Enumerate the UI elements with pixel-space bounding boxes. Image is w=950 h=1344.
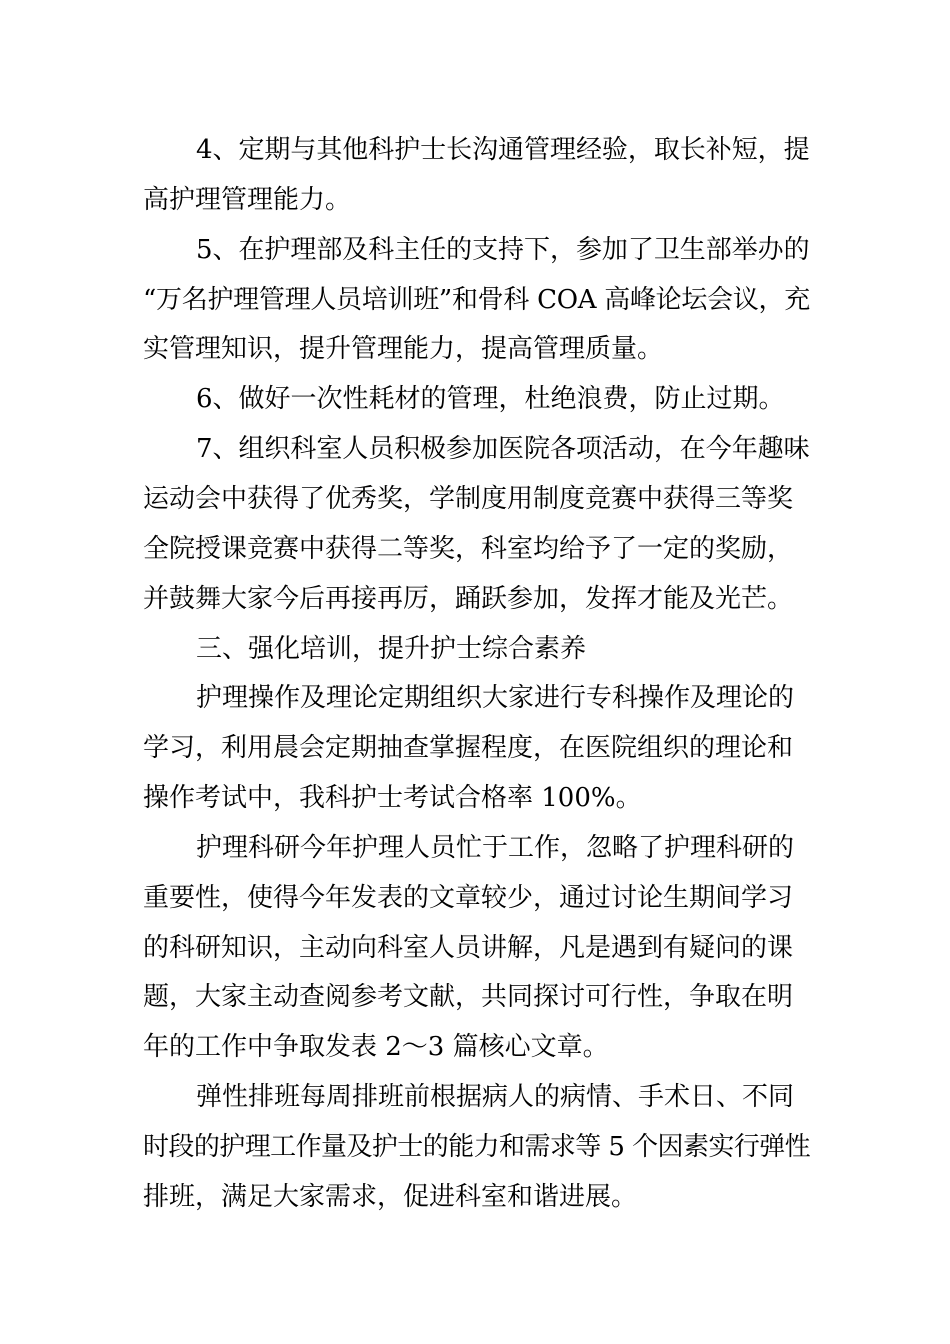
paragraph-line: 护理操作及理论定期组织大家进行专科操作及理论的 xyxy=(196,683,795,713)
paragraph-line: “万名护理管理人员培训班”和骨科 COA 高峰论坛会议，充 xyxy=(143,285,810,315)
paragraph-line: 排班，满足大家需求，促进科室和谐进展。 xyxy=(143,1182,638,1212)
section-heading: 三、强化培训，提升护士综合素养 xyxy=(196,634,587,664)
paragraph-line: 操作考试中，我科护士考试合格率 100%。 xyxy=(143,783,642,813)
paragraph-line: 题，大家主动查阅参考文献，共同探讨可行性，争取在明 xyxy=(143,982,794,1012)
paragraph-line: 5、在护理部及科主任的支持下，参加了卫生部举办的 xyxy=(196,235,810,265)
paragraph-line: 时段的护理工作量及护士的能力和需求等 5 个因素实行弹性 xyxy=(143,1132,811,1162)
paragraph-line: 7、组织科室人员积极参加医院各项活动，在今年趣味 xyxy=(196,434,810,464)
paragraph-line: 的科研知识，主动向科室人员讲解，凡是遇到有疑问的课 xyxy=(143,933,794,963)
paragraph-line: 年的工作中争取发表 2～3 篇核心文章。 xyxy=(143,1032,609,1062)
paragraph-line: 高护理管理能力。 xyxy=(143,185,352,215)
paragraph-line: 运动会中获得了优秀奖，学制度用制度竞赛中获得三等奖 xyxy=(143,484,794,514)
paragraph-line: 4、定期与其他科护士长沟通管理经验，取长补短，提 xyxy=(196,135,810,165)
paragraph-line: 学习，利用晨会定期抽查掌握程度，在医院组织的理论和 xyxy=(143,733,794,763)
paragraph-line: 护理科研今年护理人员忙于工作，忽略了护理科研的 xyxy=(196,833,795,863)
paragraph-line: 6、做好一次性耗材的管理，杜绝浪费，防止过期。 xyxy=(196,384,785,414)
paragraph-line: 全院授课竞赛中获得二等奖，科室均给予了一定的奖励， xyxy=(143,534,794,564)
paragraph-line: 弹性排班每周排班前根据病人的病情、手术日、不同 xyxy=(196,1082,795,1112)
paragraph-line: 实管理知识，提升管理能力，提高管理质量。 xyxy=(143,334,664,364)
paragraph-line: 并鼓舞大家今后再接再厉，踊跃参加，发挥才能及光芒。 xyxy=(143,584,794,614)
paragraph-line: 重要性，使得今年发表的文章较少，通过讨论生期间学习 xyxy=(143,883,794,913)
